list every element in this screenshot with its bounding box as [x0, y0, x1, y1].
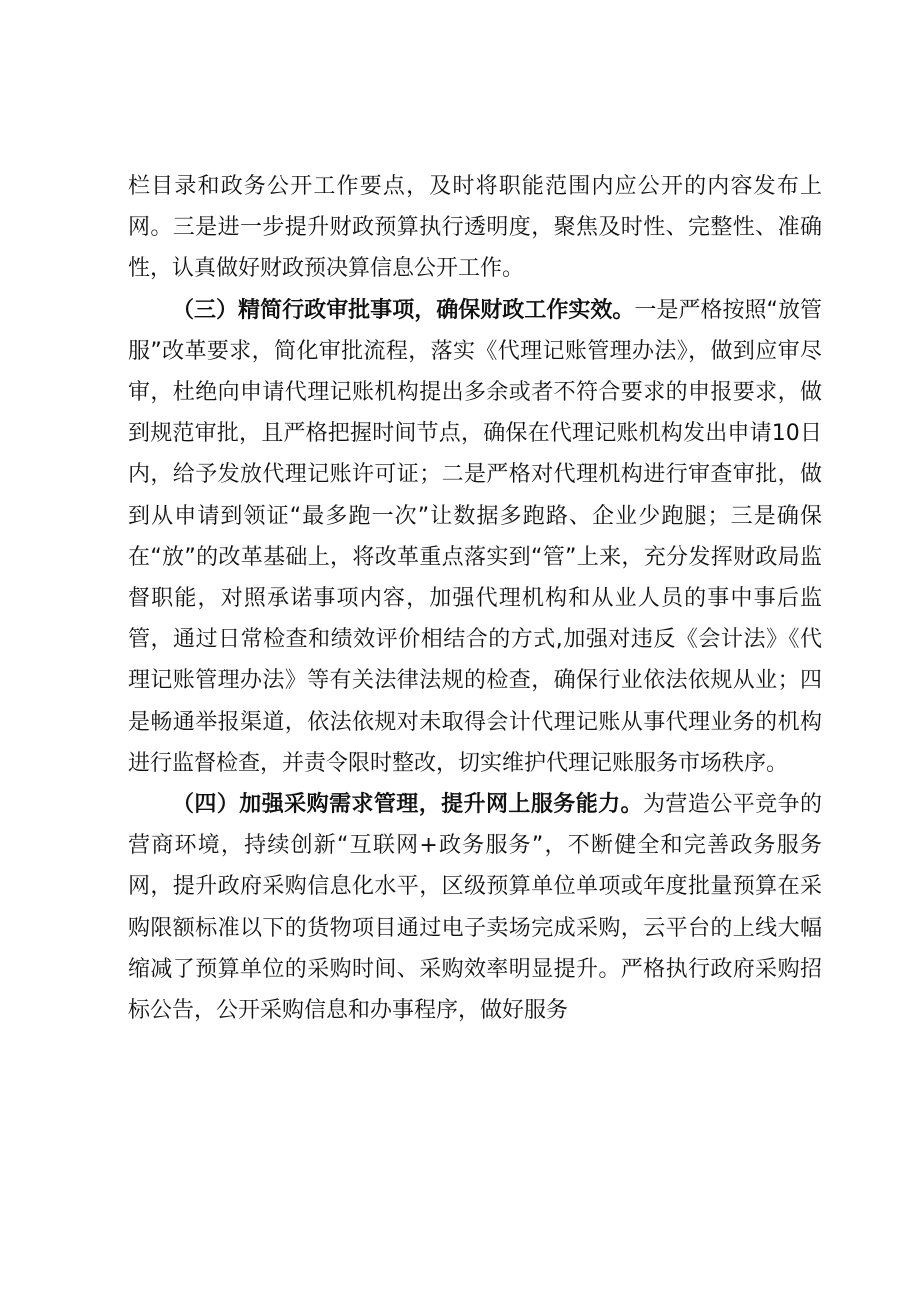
paragraph-continuation	[128, 166, 822, 290]
paragraph-section-four	[128, 784, 822, 1031]
paragraph-section-three	[128, 290, 822, 784]
paragraph-text: 为营造公平竞争的营商环境，持续创新“互联网+政务服务”，不断健全和完善政务服务网，提升政府采购信息化水平，区级预算单位单项或年度批量预算在采购限额标准以下的货物项目通过电子卖场完成采购，云平台的上线大幅缩减了预算单位的采购时间、采购效率明显提升。严格执行政府采购招标公告，公开采购信息和办事程序，做好服务	[128, 792, 822, 1024]
section-heading: （四）加强采购需求管理，提升网上服务能力。	[172, 792, 643, 818]
section-heading: （三）精简行政审批事项，确保财政工作实效。	[172, 297, 635, 323]
document-body	[128, 166, 822, 1031]
paragraph-text: 一是严格按照“放管服”改革要求，简化审批流程，落实《代理记账管理办法》，做到应审尽审，杜绝向申请代理记账机构提出多余或者不符合要求的申报要求，做到规范审批，且严格把握时间节点，确保在代理记账机构发出申请10日内，给予发放代理记账许可证；二是严格对代理机构进行审查审批，做到从申请到领证“最多跑一次”让数据多跑路、企业少跑腿；三是确保在“放”的改革基础上，将改革重点落实到“管”上来，充分发挥财政局监督职能，对照承诺事项内容，加强代理机构和从业人员的事中事后监管，通过日常检查和绩效评价相结合的方式,加强对违反《会计法》《代理记账管理办法》等有关法律法规的检查，确保行业依法依规从业；四是畅通举报渠道，依法依规对未取得会计代理记账从事代理业务的机构进行监督检查，并责令限时整改，切实维护代理记账服务市场秩序。	[128, 297, 822, 776]
paragraph-text: 栏目录和政务公开工作要点，及时将职能范围内应公开的内容发布上网。三是进一步提升财政预算执行透明度，聚焦及时性、完整性、准确性，认真做好财政预决算信息公开工作。	[128, 174, 822, 282]
